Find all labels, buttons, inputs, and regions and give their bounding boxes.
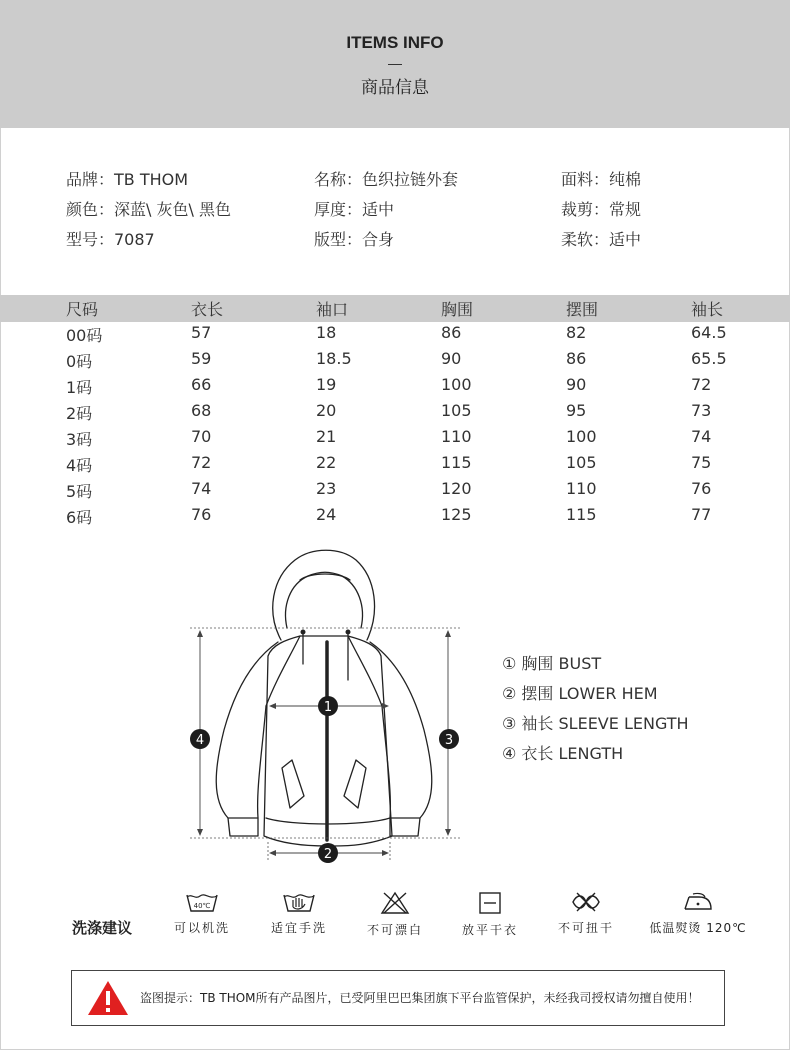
care-machine-wash [157,891,247,936]
cell-hem: 90 [566,375,587,394]
cell-length: 74 [191,479,212,498]
cell-hem: 82 [566,323,587,342]
cell-length: 57 [191,323,212,342]
legend-sleeve-length: ③ 袖长 SLEEVE LENGTH [502,714,689,733]
cell-cuff: 24 [316,505,337,524]
svg-text:1: 1 [323,700,333,715]
info-cut: 裁剪：常规 [561,200,642,219]
care-label-no-bleach: 不可漂白 [366,923,423,937]
cell-cuff: 18.5 [316,349,352,368]
title-cn: 商品信息 [361,78,429,98]
low-iron-icon [681,891,715,913]
cell-bust: 120 [441,479,472,498]
cell-sleeve: 75 [691,453,712,472]
care-label-dry-flat: 放平干衣 [461,923,518,937]
cell-size: 3码 [66,430,93,449]
cell-hem: 115 [566,505,597,524]
hoodie-diagram [180,540,470,870]
col-header-size: 尺码 [66,300,99,319]
care-label-hand-wash: 适宜手洗 [270,921,327,935]
info-color: 颜色：深蓝\ 灰色\ 黑色 [66,200,231,219]
cell-size: 0码 [66,352,93,371]
info-fabric: 面料：纯棉 [561,170,642,189]
cell-cuff: 22 [316,453,337,472]
cell-sleeve: 77 [691,505,712,524]
care-label-low-iron: 低温熨烫 120℃ [649,921,747,935]
notice-text: 盗图提示：TB THOM所有产品图片，已受阿里巴巴集团旗下平台监管保护，未经我司授权请勿擅自使用！ [140,991,700,1005]
cell-sleeve: 64.5 [691,323,727,342]
care-label-machine-wash: 可以机洗 [173,921,230,935]
info-fit: 版型：合身 [314,230,395,249]
svg-text:2: 2 [323,847,333,862]
hand-wash-icon [282,891,316,913]
no-bleach-icon [380,891,410,915]
care-hand-wash [254,891,344,936]
col-header-bust: 胸围 [441,300,474,319]
col-header-length: 衣长 [191,300,224,319]
legend-lower-hem: ② 摆围 LOWER HEM [502,684,658,703]
cell-sleeve: 65.5 [691,349,727,368]
info-model: 型号：7087 [66,230,155,249]
machine-wash-40-icon [185,891,219,913]
cell-bust: 110 [441,427,472,446]
copyright-notice [71,970,725,1026]
marker-sleeve [439,729,459,749]
cell-sleeve: 76 [691,479,712,498]
info-softness: 柔软：适中 [561,230,642,249]
title-divider [388,64,402,65]
cell-bust: 105 [441,401,472,420]
cell-size: 4码 [66,456,93,475]
cell-bust: 90 [441,349,462,368]
cell-cuff: 18 [316,323,337,342]
size-table-header-band [0,295,790,322]
care-title: 洗涤建议 [72,919,133,937]
info-name: 名称：色织拉链外套 [314,170,459,189]
legend-length: ④ 衣长 LENGTH [502,744,624,763]
no-wring-icon [569,891,603,913]
care-dry-flat [445,891,535,938]
cell-length: 70 [191,427,212,446]
cell-hem: 95 [566,401,587,420]
cell-size: 2码 [66,404,93,423]
cell-size: 1码 [66,378,93,397]
svg-text:3: 3 [444,733,454,748]
care-label-no-wring: 不可扭干 [557,921,614,935]
info-brand: 品牌：TB THOM [66,170,189,189]
cell-length: 72 [191,453,212,472]
col-header-cuff: 袖口 [316,300,349,319]
cell-cuff: 23 [316,479,337,498]
cell-size: 5码 [66,482,93,501]
col-header-sleeve: 袖长 [691,300,724,319]
title-en: ITEMS INFO [346,33,444,52]
cell-size: 00码 [66,326,103,345]
cell-sleeve: 74 [691,427,712,446]
warning-icon [86,978,130,1018]
svg-text:40℃: 40℃ [193,902,211,910]
cell-cuff: 21 [316,427,337,446]
marker-length [190,729,210,749]
cell-cuff: 19 [316,375,337,394]
cell-size: 6码 [66,508,93,527]
dry-flat-icon [478,891,502,915]
marker-lower-hem [318,843,338,863]
cell-hem: 105 [566,453,597,472]
marker-bust [318,696,338,716]
legend-bust: ① 胸围 BUST [502,654,602,673]
cell-length: 68 [191,401,212,420]
cell-hem: 110 [566,479,597,498]
cell-sleeve: 73 [691,401,712,420]
cell-cuff: 20 [316,401,337,420]
cell-bust: 115 [441,453,472,472]
cell-sleeve: 72 [691,375,712,394]
cell-bust: 100 [441,375,472,394]
cell-length: 66 [191,375,212,394]
care-no-wring [541,891,631,936]
cell-length: 76 [191,505,212,524]
cell-hem: 86 [566,349,587,368]
cell-bust: 125 [441,505,472,524]
care-no-bleach [350,891,440,938]
cell-length: 59 [191,349,212,368]
header-band [0,0,790,128]
svg-text:4: 4 [195,733,205,748]
info-thickness: 厚度：适中 [314,200,395,219]
col-header-hem: 摆围 [566,300,599,319]
cell-bust: 86 [441,323,462,342]
care-low-iron [648,891,748,936]
cell-hem: 100 [566,427,597,446]
